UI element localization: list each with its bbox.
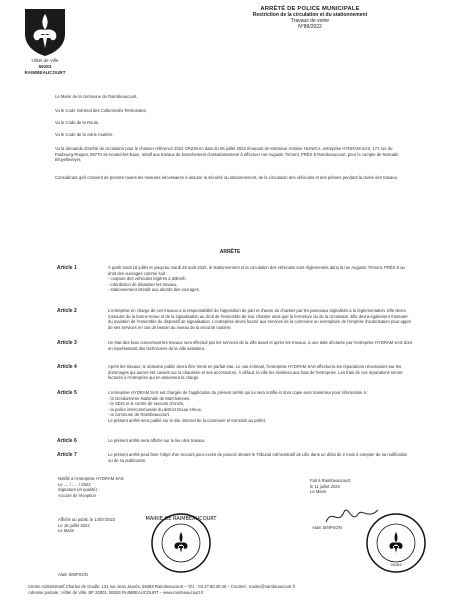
preamble-code-route: Vu le Code de la Route, — [55, 120, 100, 125]
mairie-address — [20, 58, 70, 75]
article-5-text: L'entreprise HYDRAM SAS est chargée de l'application du présent arrêté qui lui sera notifié et dont copie sera transmise pour information à : - la Gendarmerie Nationale de Marchiennes, - le SDIS et le centre de secours d'Anzin, - la police intercommunale du district Douai Arleux, - la commune de Raimbeaucourt. Le présent arrêté sera publié sur le site internet de la commune et transmis au préfet. — [108, 390, 369, 423]
article-6-text: Le présent arrêté sera affiché sur le lieu des travaux. — [108, 438, 206, 443]
arrete-heading: ARRÊTE — [219, 249, 241, 255]
posted-line3: Le Maire — [58, 528, 75, 534]
article-6-label: Article 6 — [57, 438, 77, 444]
signature-block — [310, 478, 410, 495]
article-1-text: À partir lundi 18 juillet et jusqu'au mardi 26 août 2022, le stationnement et la circulation des véhicules sont réglementés dans la rue Auguste Tirmont, PRÈS 8 au droit des ouvrages comme suit : - coupure des véhicules légères à 30km/h, - interdiction de dépasser les travaux, - stationnement interdit aux abords des ouvrages. — [108, 265, 405, 293]
mairie-seal-stamp-left — [145, 512, 217, 574]
document-number: N°89/2022 — [298, 24, 322, 30]
footer-line2: Adresse postale : Hôtel de Ville, BP 20001, 59283 RAIMBEAUCOURT – www.raimbeaucourt.fr — [28, 590, 204, 595]
mairie-line2: 59283 RAIMBEAUCOURT — [24, 63, 66, 75]
preamble-mayor: Le Maire de la commune de Raimbeaucourt, — [55, 94, 138, 99]
signature-place: Fait à Raimbeaucourt, — [310, 478, 352, 483]
mairie-line1: Hôtel de Ville — [31, 58, 59, 63]
preamble-code-voirie: Vu le Code de la voirie routière, — [55, 132, 114, 137]
signature-date: le 11 juillet 2022 — [310, 483, 340, 489]
posted-block — [58, 517, 148, 534]
posted-line2: Le 18 juillet 2022 — [58, 522, 90, 528]
preamble-cgct: Vu le Code Général des Collectivités Territoriales, — [55, 108, 147, 113]
document-object: Travaux de voirie — [290, 18, 330, 24]
mairie-seal-stamp-right — [365, 512, 427, 574]
signature-name: Alain SIMPSON — [312, 525, 342, 530]
article-4-label: Article 4 — [57, 364, 77, 370]
article-5-label: Article 5 — [57, 390, 77, 396]
preamble-request: Vu la demande d'arrêté de circulation pour le chantier référencé 2022 GR239 en date du 06 juillet 2022 émanant de Monsieur Antoine HLINICA, entreprise HYDRAM SAS, 171 rue du Faubourg-Roquet, 59770 St-Amand-les-Eaux, relatif aux travaux de branchement d'assainissement à effectuer rue Auguste Tirmont, PRÈS 8 Raimbeaucourt, pour le compte de Noreade Bruyelleveyer, — [55, 146, 399, 163]
article-7-label: Article 7 — [57, 452, 77, 458]
notification-line1: Notifié à l'entreprise HYDRAM SAS — [58, 476, 124, 481]
article-1-label: Article 1 — [57, 265, 77, 271]
notification-line4: Accusé de réception — [58, 492, 96, 498]
bottom-signer: Alain SIMPSON — [58, 572, 88, 577]
footer-line1: Centre Administratif Charles de Gaulle, 131 rue Jean Jaurès, 59283 Raimbeaucourt – Tél. : 03.27.80.30.40 – Courriel : mairie@raimbeaucourt.fr — [28, 584, 296, 589]
article-7-text: Le présent arrêté peut faire l'objet d'un recours pour excès de pouvoir devant le Tribunal Administratif de Lille dans un délai de 2 mois à compter de sa notification ou de sa publication. — [108, 452, 408, 463]
article-3-text: Un état des lieux concernant les travaux sera effectué par les services de la ville avant et après les travaux, à une date déclarée par l'entreprise HYDRAM SAS dont un représentant des techniciens de la ville assistera. — [108, 340, 413, 351]
signature-mayor: Le Maire — [310, 489, 327, 495]
article-4-text: Après les travaux, le domaine public devra être remis en parfait état. Le cas échéant, l'entreprise HYDRAM SAS effectuera les réparations nécessaires sur les dommages qui auront été causés sur la chaussée et ses accessoires. À défaut, la ville les réalisera aux frais de l'entreprise. Les frais de ces réparations seront facturés à l'entreprise qui en assumera la charge. — [108, 364, 403, 381]
document-header — [250, 6, 370, 30]
fleur-de-lis-shield-icon — [22, 6, 68, 58]
article-2-label: Article 2 — [57, 308, 77, 314]
document-title: ARRÊTÉ DE POLICE MUNICIPALE — [260, 6, 360, 12]
posted-line1: Affiché au public le 14/07/2022 — [58, 517, 116, 522]
stamp-code: 59283 — [390, 562, 402, 567]
notification-block — [58, 476, 208, 498]
svg-text:MAIRIE DE RAIMBEAUCOURT: MAIRIE DE RAIMBEAUCOURT — [145, 516, 217, 522]
preamble-considering: Considérant qu'il convient de prendre toutes les mesures nécessaires à assurer la sécurité du stationnement, de la circulation des véhicules et des piétons pendant la durée des travaux, — [55, 175, 398, 180]
document-subtitle: Restriction de la circulation et du stationnement — [252, 12, 368, 18]
article-2-text: L'entreprise en charge de ces travaux a la responsabilité de l'apposition de part et d'autre du chantier par les panneaux signalisés à la réglementation. Elle devra s'assurer de la bonne tenue et de la signalisation au droit de l'ensemble de leur chantier ainsi que la fermeture du de la circulation. Elle devra également s'assurer du maintien de l'ensemble du dispositif de signalisation. L'entreprise devra fournir aux services de la commune un exemplaire de l'emprise d'autorisation pour appel de ses services en cas de besoin au niveau de la sécurité routière. — [108, 308, 411, 330]
article-3-label: Article 3 — [57, 340, 77, 346]
notification-line2: Le .... / ..... / 2022 — [58, 481, 91, 487]
notification-line3: Signature (et qualité) : — [58, 487, 100, 493]
